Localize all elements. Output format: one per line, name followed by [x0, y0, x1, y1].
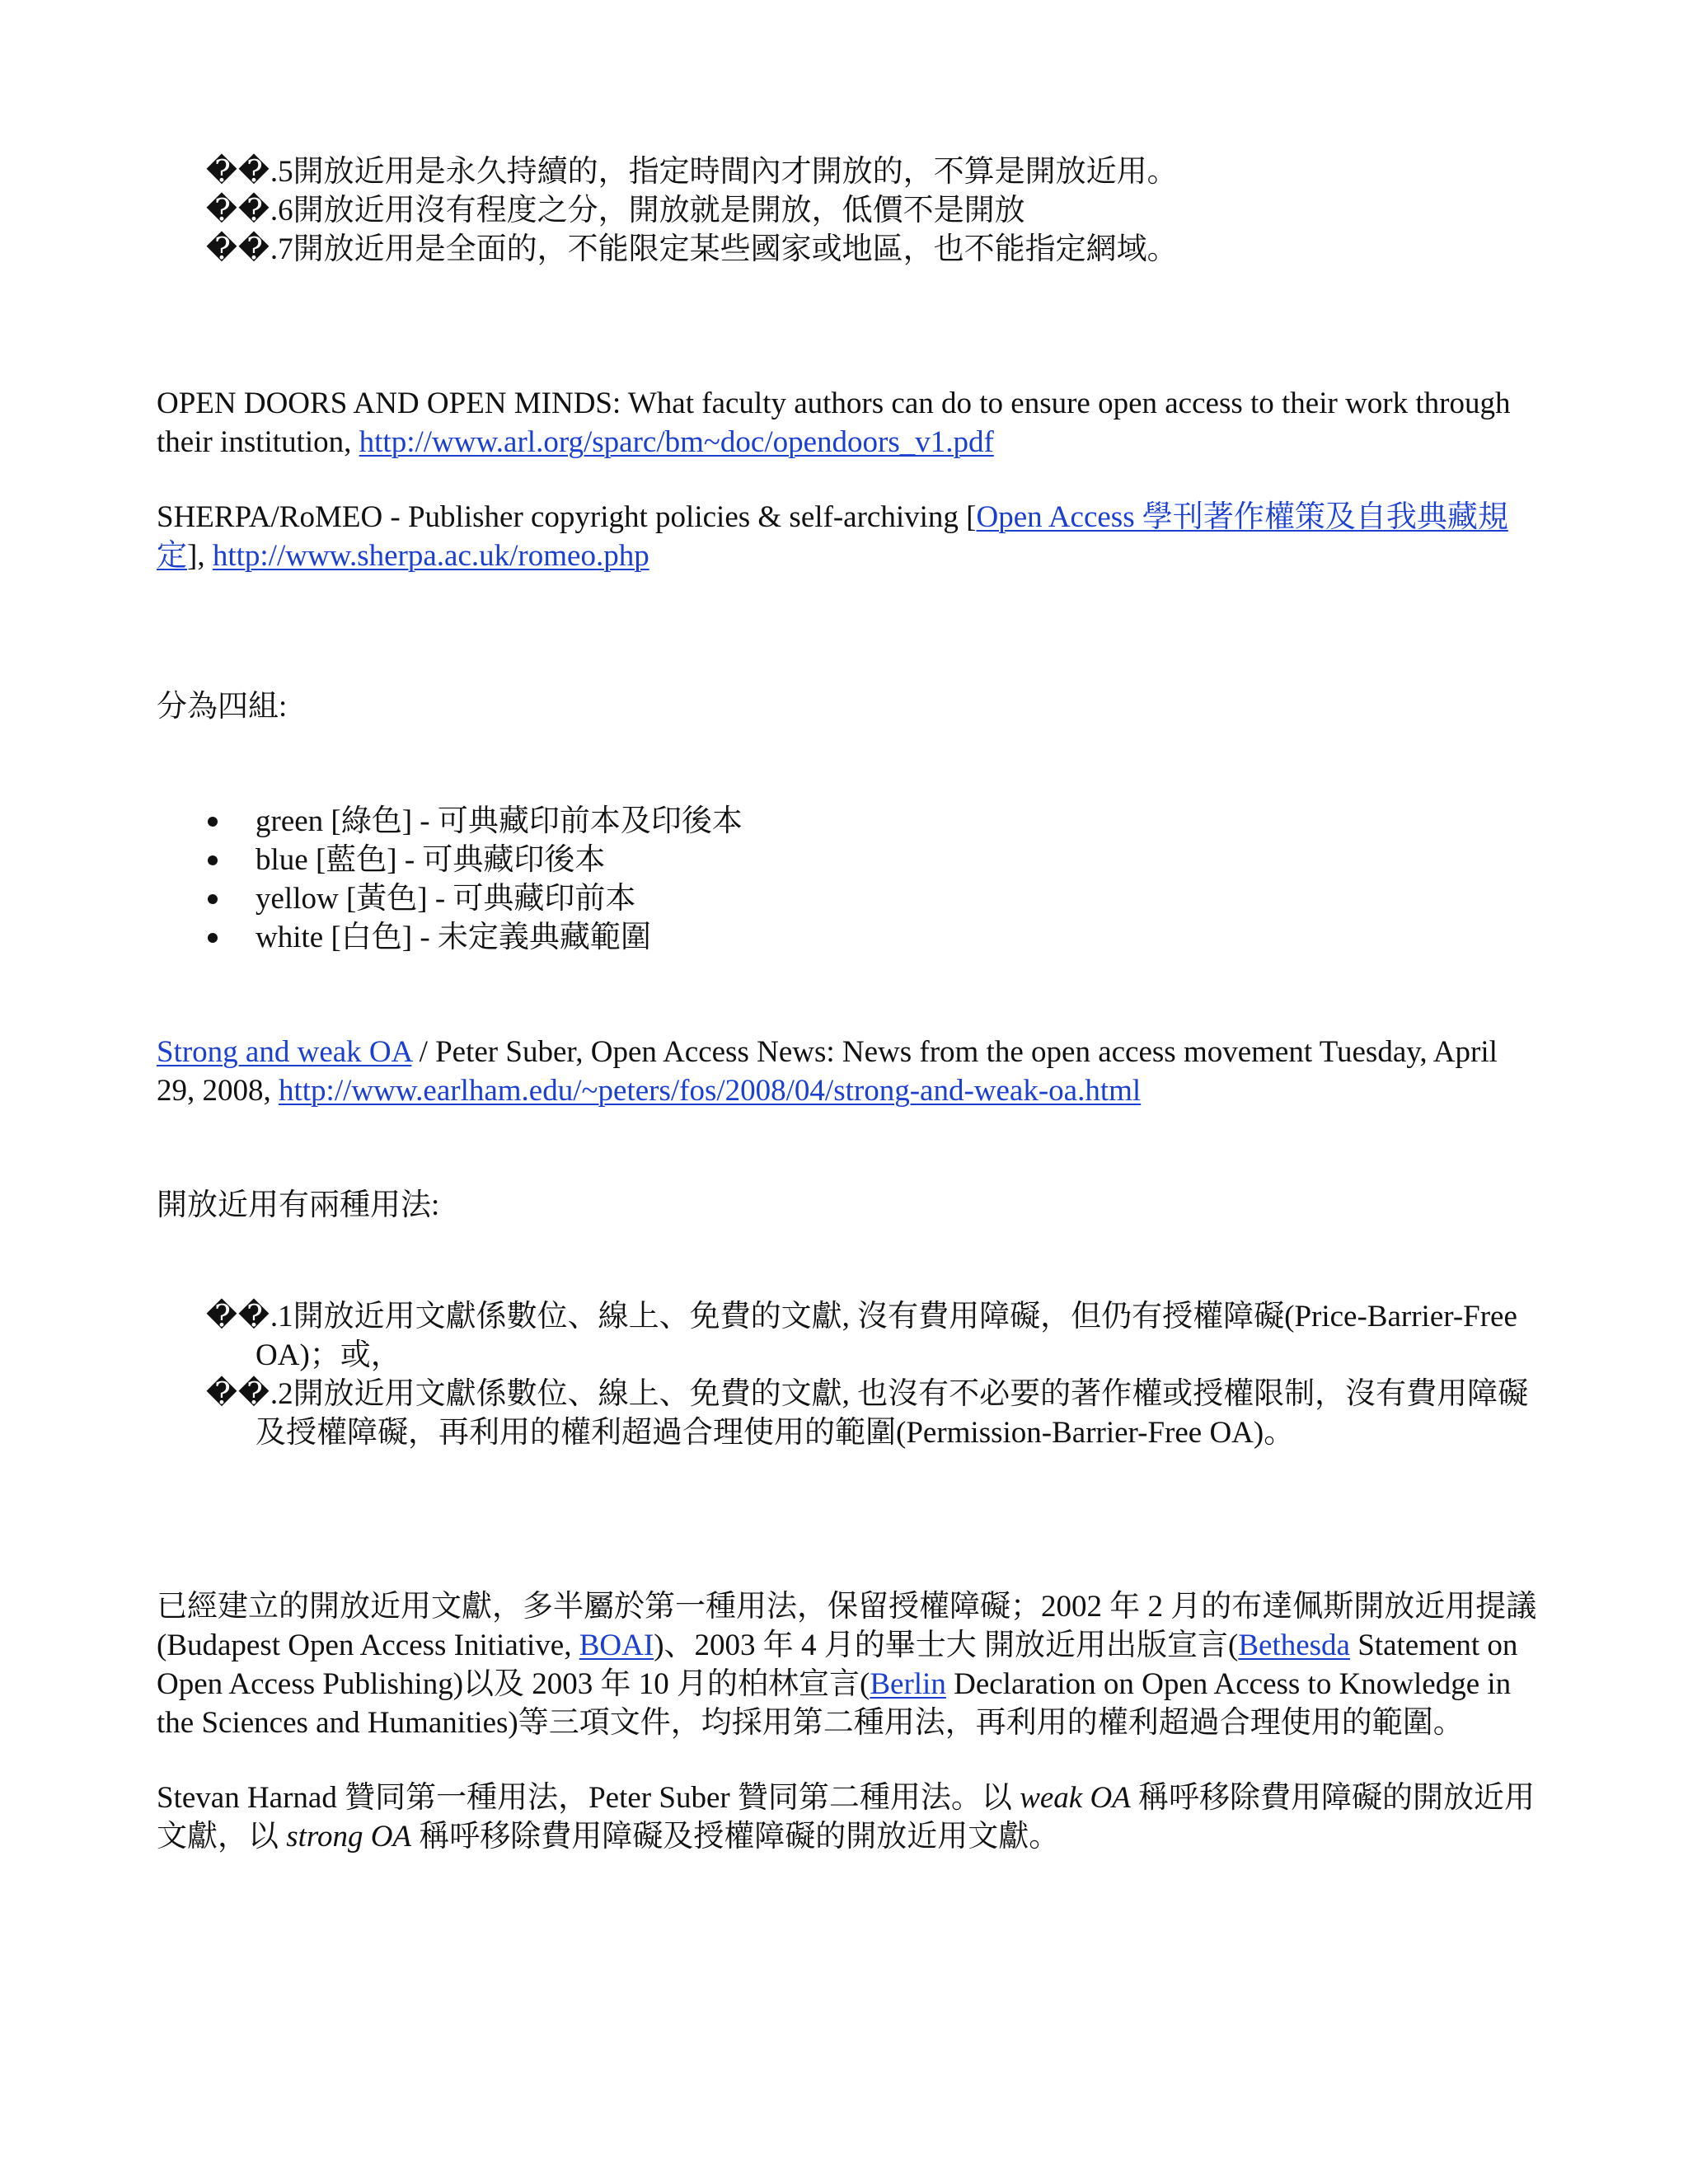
list-item-text: .2開放近用文獻係數位、線上、免費的文獻, 也沒有不必要的著作權或授權限制，沒有費用障礙及授權障礙，再利用的權利超過合理使用的範圍(Permission-Barrier-Free OA)。	[256, 1377, 1529, 1450]
list-marker: ��	[206, 155, 270, 189]
sherpa-reference	[157, 498, 1541, 575]
paragraph-text: 稱呼移除費用障礙的開放近用文獻，以	[157, 1781, 1536, 1854]
strong-weak-url-link[interactable]: http://www.earlham.edu/~peters/fos/2008/04/strong-and-weak-oa.html	[279, 1074, 1142, 1108]
list-marker: ��	[206, 194, 270, 227]
strong-oa-term: strong OA	[286, 1820, 412, 1854]
paragraph-text: 稱呼移除費用障礙及授權障礙的開放近用文獻。	[411, 1820, 1060, 1854]
bethesda-link[interactable]: Bethesda	[1238, 1629, 1350, 1662]
sherpa-separator: ],	[187, 539, 213, 573]
group-text: blue [藍色] - 可典藏印後本	[256, 843, 606, 877]
list-marker: ��	[206, 232, 270, 266]
document-page	[157, 152, 1541, 1856]
bullet-icon	[208, 933, 218, 943]
group-text: yellow [黃色] - 可典藏印前本	[256, 882, 636, 916]
list-item	[157, 841, 1541, 879]
group-text: white [白色] - 未定義典藏範圍	[256, 921, 651, 954]
list-item-text: .5開放近用是永久持續的，指定時間內才開放的，不算是開放近用。	[270, 155, 1178, 189]
weak-oa-term: weak OA	[1020, 1781, 1131, 1815]
paragraph-text: 已經建立的開放近用文獻，多半屬於第一種用法，保留授權障礙；2002 年 2 月的布達佩斯開放近用提議(Budapest Open Access Initiative,	[157, 1590, 1537, 1662]
strong-weak-link[interactable]: Strong and weak OA	[157, 1035, 412, 1069]
paragraph-text: Statement on Open Access Publishing)以及 2003 年 10 月的柏林宣言(	[157, 1629, 1518, 1701]
groups-heading: 分為四組:	[157, 690, 288, 724]
usages-heading: 開放近用有兩種用法:	[157, 1188, 440, 1222]
group-text: green [綠色] - 可典藏印前本及印後本	[256, 804, 743, 838]
list-marker: ��	[206, 1377, 270, 1411]
open-access-features-list	[157, 152, 1541, 269]
list-item-text: .1開放近用文獻係數位、線上、免費的文獻, 沒有費用障礙，但仍有授權障礙(Price-Barrier-Free OA)；或，	[256, 1300, 1517, 1372]
groups-list	[157, 802, 1541, 957]
paragraph-text: Declaration on Open Access to Knowledge in the Sciences and Humanities)等三項文件，均採用第二種用法，再利用的權利超過合理使用的範圍。	[157, 1667, 1512, 1740]
list-item-text: .7開放近用是全面的，不能限定某些國家或地區，也不能指定網域。	[270, 232, 1178, 266]
list-item	[157, 918, 1541, 957]
sherpa-text: SHERPA/RoMEO - Publisher copyright policies & self-archiving [	[157, 500, 977, 534]
bullet-icon	[208, 817, 218, 827]
open-doors-link[interactable]: http://www.arl.org/sparc/bm~doc/opendoors_v1.pdf	[359, 425, 994, 459]
open-doors-text: OPEN DOORS AND OPEN MINDS: What faculty authors can do to ensure open access to their work through their institution,	[157, 387, 1511, 459]
list-marker: ��	[206, 1300, 270, 1333]
strong-weak-reference	[157, 1033, 1541, 1110]
list-item-text: .6開放近用沒有程度之分，開放就是開放，低價不是開放	[270, 194, 1025, 227]
list-item	[157, 152, 1541, 191]
boai-link[interactable]: BOAI	[579, 1629, 654, 1662]
list-item	[157, 230, 1541, 269]
list-item	[157, 802, 1541, 841]
list-item	[157, 879, 1541, 918]
sherpa-url-link[interactable]: http://www.sherpa.ac.uk/romeo.php	[212, 539, 649, 573]
berlin-link[interactable]: Berlin	[870, 1667, 946, 1701]
paragraph-text: )、2003 年 4 月的畢士大 開放近用出版宣言(	[654, 1629, 1239, 1662]
open-doors-reference	[157, 384, 1541, 462]
list-item	[157, 1375, 1541, 1452]
bullet-icon	[208, 894, 218, 904]
paragraph-text: Stevan Harnad 贊同第一種用法，Peter Suber 贊同第二種用法。以	[157, 1781, 1020, 1815]
harnad-paragraph	[157, 1779, 1541, 1856]
established-paragraph	[157, 1587, 1541, 1742]
sherpa-policy-link[interactable]: Open Access 學刊著作權策及自我典藏規定	[157, 500, 1508, 573]
usages-list	[157, 1297, 1541, 1452]
list-item	[157, 191, 1541, 230]
bullet-icon	[208, 855, 218, 865]
strong-weak-text: / Peter Suber, Open Access News: News from the open access movement Tuesday, April 29, 2008,	[157, 1035, 1498, 1108]
list-item	[157, 1297, 1541, 1375]
